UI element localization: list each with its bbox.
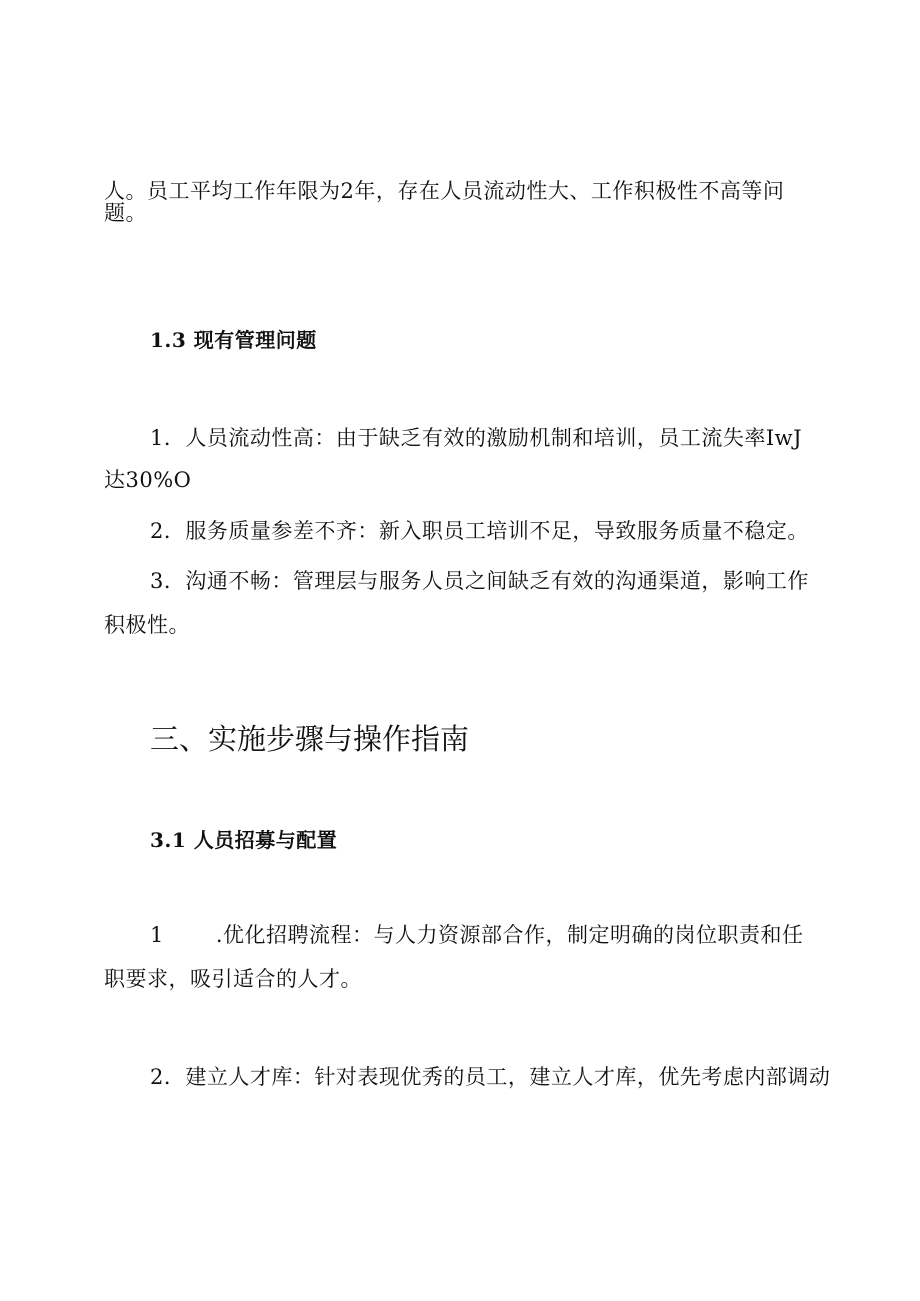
intro-line-1: 人。员工平均工作年限为2年，存在人员流动性大、工作积极性不高等问 [104,179,785,203]
intro-line-2: 题。 [104,201,147,225]
list-item-1-line-2: 达30%O [104,468,192,492]
list-item-3-line-1: 3．沟通不畅：管理层与服务人员之间缺乏有效的沟通渠道，影响工作 [150,569,809,593]
recruit-item-1-number: 1 [150,923,164,947]
section-3-heading: 三、实施步骤与操作指南 [150,722,470,756]
section-1-3-heading: 1.3 现有管理问题 [150,328,317,352]
list-item-2-line-1: 2．服务质量参差不齐：新入职员工培训不足，导致服务质量不稳定。 [150,519,809,543]
list-item-3-line-2: 积极性。 [104,613,190,637]
recruit-item-1-line-1 [150,920,804,950]
recruit-item-1-line-2: 职要求，吸引适合的人才。 [104,967,362,991]
recruit-item-1-text: .优化招聘流程：与人力资源部合作，制定明确的岗位职责和任 [215,923,804,947]
section-3-1-heading: 3.1 人员招募与配置 [150,828,338,852]
list-item-1-line-1: 1．人员流动性高：由于缺乏有效的激励机制和培训，员工流失率IwJ [150,426,803,450]
recruit-item-2-line-1: 2．建立人才库：针对表现优秀的员工，建立人才库，优先考虑内部调动 [150,1065,831,1089]
